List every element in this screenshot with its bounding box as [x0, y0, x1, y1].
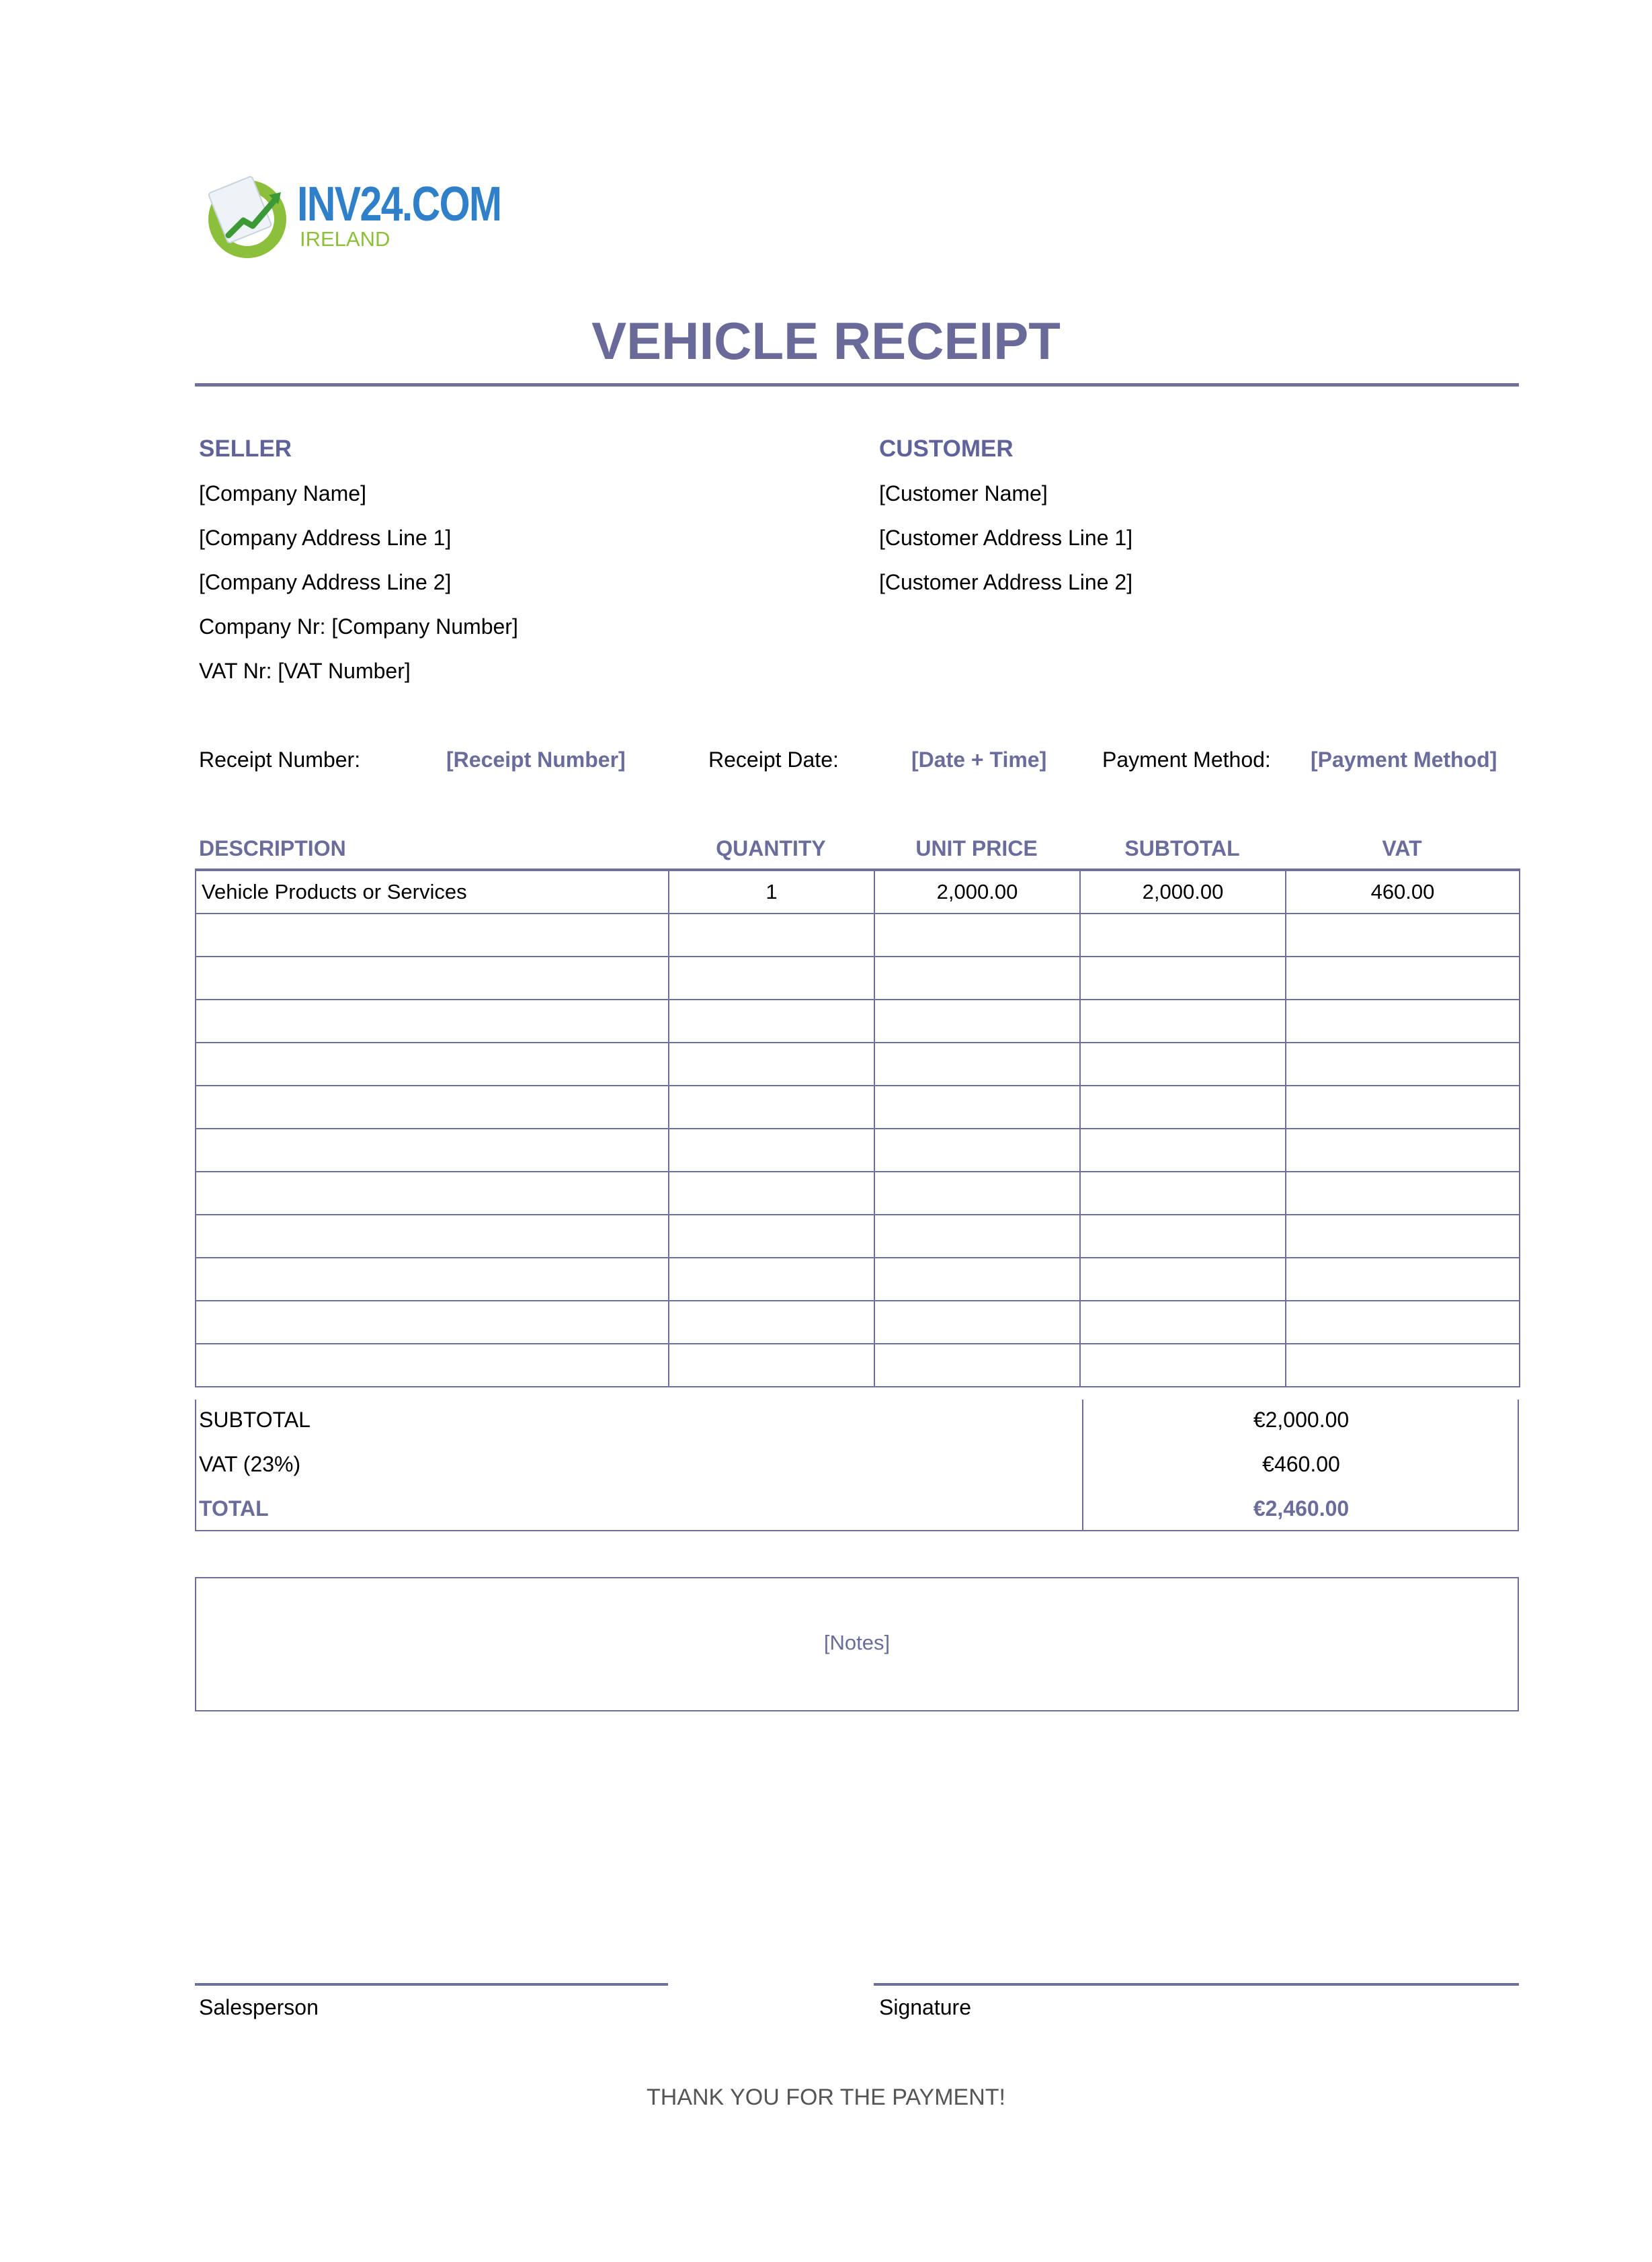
cell-quantity [669, 1215, 874, 1258]
cell-vat [1286, 1086, 1520, 1129]
cell-vat [1286, 1172, 1520, 1215]
total-label: TOTAL [199, 1496, 269, 1521]
cell-vat [1286, 957, 1520, 1000]
cell-subtotal [1080, 1258, 1286, 1301]
subtotal-label: SUBTOTAL [199, 1408, 311, 1432]
thank-you-message: THANK YOU FOR THE PAYMENT! [647, 2085, 1005, 2110]
cell-vat: 460.00 [1286, 870, 1520, 914]
cell-subtotal [1080, 1301, 1286, 1344]
cell-unit-price [874, 1086, 1080, 1129]
cell-subtotal [1080, 1344, 1286, 1387]
cell-description [196, 1215, 669, 1258]
customer-heading: CUSTOMER [879, 436, 1014, 462]
cell-unit-price [874, 957, 1080, 1000]
table-row [196, 914, 1520, 957]
page-title: VEHICLE RECEIPT [591, 311, 1061, 370]
col-header-quantity: QUANTITY [716, 836, 826, 860]
cell-vat [1286, 1000, 1520, 1043]
vat-label: VAT (23%) [199, 1452, 301, 1476]
col-header-vat: VAT [1382, 836, 1422, 860]
cell-quantity [669, 1129, 874, 1172]
seller-company-number: Company Nr: [Company Number] [199, 614, 518, 639]
cell-unit-price: 2,000.00 [874, 870, 1080, 914]
receipt-date-label: Receipt Date: [708, 748, 839, 772]
cell-quantity [669, 957, 874, 1000]
cell-vat [1286, 1258, 1520, 1301]
cell-description [196, 1043, 669, 1086]
cell-description: Vehicle Products or Services [196, 870, 669, 914]
cell-description [196, 1344, 669, 1387]
cell-description [196, 914, 669, 957]
seller-address-2: [Company Address Line 2] [199, 570, 452, 594]
cell-vat [1286, 914, 1520, 957]
cell-unit-price [874, 914, 1080, 957]
cell-quantity [669, 1000, 874, 1043]
cell-vat [1286, 1301, 1520, 1344]
cell-unit-price [874, 1172, 1080, 1215]
table-row [196, 1344, 1520, 1387]
total-value: €2,460.00 [1253, 1496, 1350, 1521]
customer-name: [Customer Name] [879, 481, 1048, 506]
cell-subtotal [1080, 1043, 1286, 1086]
cell-quantity [669, 1172, 874, 1215]
salesperson-label: Salesperson [199, 1995, 319, 2019]
payment-method-value: [Payment Method] [1311, 748, 1497, 772]
cell-unit-price [874, 1301, 1080, 1344]
cell-vat [1286, 1215, 1520, 1258]
customer-address-2: [Customer Address Line 2] [879, 570, 1133, 594]
cell-description [196, 1301, 669, 1344]
cell-subtotal [1080, 1129, 1286, 1172]
receipt-number-value: [Receipt Number] [446, 748, 626, 772]
col-header-description: DESCRIPTION [199, 836, 346, 860]
logo-region: IRELAND [300, 227, 390, 251]
line-items-table [195, 869, 1520, 1387]
cell-unit-price [874, 1043, 1080, 1086]
table-row [196, 1258, 1520, 1301]
table-row [196, 957, 1520, 1000]
col-header-subtotal: SUBTOTAL [1124, 836, 1240, 860]
logo-brand: INV24.COM [297, 177, 501, 231]
cell-quantity [669, 1043, 874, 1086]
cell-quantity: 1 [669, 870, 874, 914]
cell-subtotal [1080, 957, 1286, 1000]
payment-method-label: Payment Method: [1102, 748, 1271, 772]
cell-quantity [669, 1258, 874, 1301]
cell-subtotal [1080, 1215, 1286, 1258]
cell-unit-price [874, 1258, 1080, 1301]
col-header-unit-price: UNIT PRICE [915, 836, 1038, 860]
notes-text: [Notes] [823, 1631, 891, 1654]
table-row [196, 1301, 1520, 1344]
cell-description [196, 957, 669, 1000]
seller-address-1: [Company Address Line 1] [199, 526, 452, 550]
cell-description [196, 1258, 669, 1301]
table-row [196, 870, 1520, 914]
cell-subtotal: 2,000.00 [1080, 870, 1286, 914]
receipt-number-label: Receipt Number: [199, 748, 361, 772]
cell-subtotal [1080, 1000, 1286, 1043]
table-row [196, 1086, 1520, 1129]
cell-vat [1286, 1043, 1520, 1086]
table-row [196, 1043, 1520, 1086]
cell-quantity [669, 1086, 874, 1129]
cell-subtotal [1080, 1086, 1286, 1129]
table-row [196, 1129, 1520, 1172]
cell-description [196, 1172, 669, 1215]
chart-arrow-icon [202, 168, 296, 262]
company-logo [202, 168, 501, 262]
vat-value: €460.00 [1262, 1452, 1340, 1476]
cell-quantity [669, 914, 874, 957]
table-row [196, 1172, 1520, 1215]
cell-subtotal [1080, 914, 1286, 957]
cell-unit-price [874, 1000, 1080, 1043]
cell-quantity [669, 1344, 874, 1387]
customer-signature-line [874, 1983, 1519, 1986]
cell-description [196, 1129, 669, 1172]
receipt-date-value: [Date + Time] [911, 748, 1047, 772]
customer-address-1: [Customer Address Line 1] [879, 526, 1133, 550]
cell-unit-price [874, 1344, 1080, 1387]
signature-label: Signature [879, 1995, 971, 2019]
cell-description [196, 1086, 669, 1129]
table-row [196, 1000, 1520, 1043]
cell-unit-price [874, 1215, 1080, 1258]
cell-subtotal [1080, 1172, 1286, 1215]
cell-unit-price [874, 1129, 1080, 1172]
table-row [196, 1215, 1520, 1258]
seller-company-name: [Company Name] [199, 481, 366, 506]
salesperson-signature-line [195, 1983, 668, 1986]
seller-vat-number: VAT Nr: [VAT Number] [199, 659, 411, 683]
cell-description [196, 1000, 669, 1043]
title-divider [195, 383, 1519, 387]
cell-quantity [669, 1301, 874, 1344]
subtotal-value: €2,000.00 [1253, 1408, 1350, 1432]
cell-vat [1286, 1344, 1520, 1387]
seller-heading: SELLER [199, 436, 292, 462]
cell-vat [1286, 1129, 1520, 1172]
